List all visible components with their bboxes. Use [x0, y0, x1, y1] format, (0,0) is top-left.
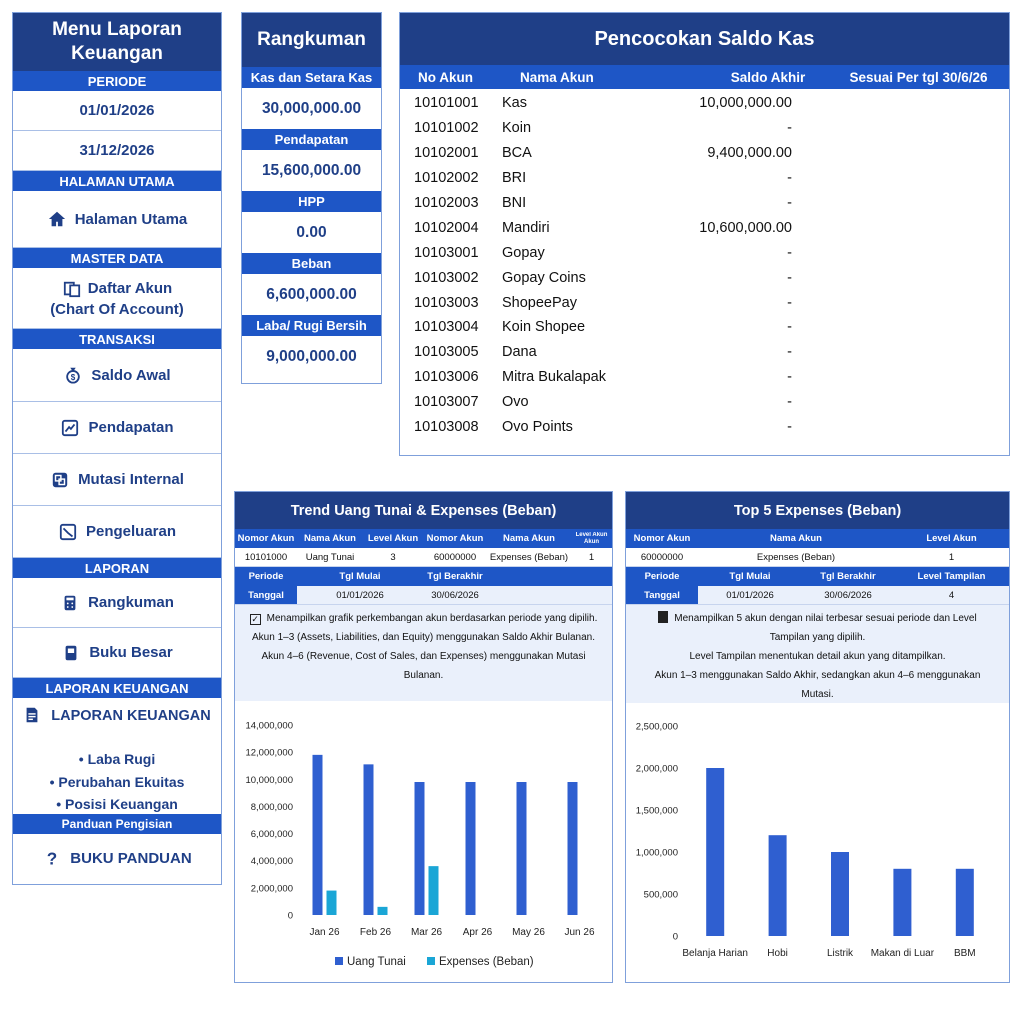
- bar-expenses-beban-: [378, 907, 388, 915]
- recon-cell-name: Dana: [502, 344, 537, 361]
- y-tick-label: 6,000,000: [250, 829, 293, 841]
- start-date-field[interactable]: 01/01/2026: [13, 91, 221, 131]
- recon-row: [400, 265, 1009, 290]
- expense-icon: [58, 522, 78, 542]
- panduan-header: Panduan Pengisian: [13, 814, 221, 834]
- report-small-icon: [658, 611, 668, 623]
- recon-cell-name: ShopeePay: [502, 294, 577, 311]
- recon-cell-saldo: -: [787, 344, 792, 361]
- calculator-icon: [60, 593, 80, 613]
- col-saldo-akhir: Saldo Akhir: [730, 69, 806, 85]
- trend-h-nama2: Nama Akun: [503, 533, 555, 544]
- y-tick-label: 4,000,000: [250, 856, 293, 868]
- laba-rugi-value: 9,000,000.00: [266, 347, 357, 365]
- recon-row: [400, 290, 1009, 315]
- top5-account-header: [626, 529, 1009, 548]
- halaman-utama-header: HALAMAN UTAMA: [13, 171, 221, 191]
- top5-bar-chart: [626, 701, 1009, 983]
- recon-cell-name: BCA: [502, 145, 532, 162]
- trend-v-nama: Uang Tunai: [305, 551, 355, 563]
- top5-v-tgl-akhir[interactable]: 30/06/2026: [824, 589, 872, 601]
- trend-period-values: [235, 586, 612, 605]
- pengeluaran-label: Pengeluaran: [85, 523, 177, 540]
- recon-cell-no: 10103006: [414, 369, 479, 386]
- recon-row: [400, 166, 1009, 191]
- summary-title: Rangkuman: [242, 13, 381, 67]
- top5-h-nama: Nama Akun: [770, 533, 822, 544]
- top5-desc-line-4: Akun 1–3 menggunakan Saldo Akhir, sedangkan akun 4–6 menggunakan: [654, 670, 981, 681]
- trend-desc-line-3: Akun 4–6 (Revenue, Cost of Sales, dan Expenses) menggunakan Mutasi Bulanan.: [261, 651, 586, 681]
- laporan-keuangan-list: [13, 748, 221, 816]
- x-tick-label: Jun 26: [564, 927, 595, 938]
- trend-h-tgl-mulai: Tgl Mulai: [339, 571, 381, 582]
- trend-v-nomor[interactable]: 10101000: [244, 551, 288, 563]
- recon-cell-name: Ovo Points: [502, 419, 573, 436]
- top5-h-nomor: Nomor Akun: [633, 533, 691, 544]
- top5-title: Top 5 Expenses (Beban): [626, 492, 1009, 529]
- bar-value: [831, 852, 849, 936]
- transaksi-header: TRANSAKSI: [13, 329, 221, 349]
- ledger-icon: [61, 643, 81, 663]
- bar-uang-tunai: [364, 764, 374, 915]
- trend-account-values: [235, 548, 612, 567]
- recon-cell-saldo: -: [787, 394, 792, 411]
- daftar-akun-button[interactable]: [13, 268, 221, 329]
- trend-h-periode: Periode: [248, 571, 284, 582]
- recon-panel: [399, 12, 1010, 456]
- recon-cell-name: Koin: [502, 120, 532, 137]
- top5-desc-line-1: Menampilkan 5 akun dengan nilai terbesar sesuai periode dan Level: [674, 613, 977, 624]
- trend-v-level2[interactable]: 1: [588, 551, 595, 563]
- trend-v-tgl-akhir[interactable]: 30/06/2026: [431, 589, 479, 601]
- recon-cell-saldo: 10,600,000.00: [699, 219, 792, 236]
- recon-cell-name: BNI: [502, 195, 527, 211]
- recon-cell-no: 10102004: [414, 219, 479, 236]
- x-tick-label: BBM: [953, 948, 976, 959]
- trend-desc-line-2: Akun 1–3 (Assets, Liabilities, dan Equity) menggunakan Saldo Akhir Bulanan.: [252, 632, 595, 643]
- col-nama-akun: Nama Akun: [520, 69, 594, 85]
- recon-cell-name: BRI: [502, 170, 527, 187]
- recon-cell-no: 10103007: [414, 394, 479, 411]
- recon-cell-no: 10103001: [414, 244, 479, 261]
- rangkuman-button[interactable]: [13, 578, 221, 628]
- recon-cell-no: 10102001: [414, 145, 479, 162]
- laba-rugi-label: Laba/ Rugi Bersih: [242, 315, 381, 336]
- bar-value: [769, 835, 787, 936]
- trend-description: [235, 605, 612, 701]
- recon-row: [400, 390, 1009, 415]
- top5-period-values: [626, 586, 1009, 605]
- col-sesuai: Sesuai Per tgl 30/6/26: [849, 69, 988, 85]
- x-tick-label: Jan 26: [309, 927, 340, 938]
- money-bag-icon: [63, 365, 83, 385]
- recon-cell-no: 10103008: [414, 419, 479, 436]
- recon-cell-saldo: -: [787, 419, 792, 436]
- svg-text:$: $: [71, 372, 76, 382]
- pendapatan-sum-value: 15,600,000.00: [261, 161, 362, 179]
- laporan-keuangan-section: [13, 698, 221, 814]
- rangkuman-label: Rangkuman: [88, 594, 174, 611]
- legend-swatch: [427, 957, 435, 965]
- master-data-header: MASTER DATA: [13, 248, 221, 268]
- recon-cell-name: Ovo: [502, 394, 529, 411]
- halaman-utama-label: Halaman Utama: [74, 210, 188, 228]
- sidebar-title: Menu Laporan Keuangan: [13, 13, 221, 71]
- perubahan-ekuitas-link[interactable]: • Perubahan Ekuitas: [13, 771, 221, 794]
- top5-v-nomor[interactable]: 60000000: [640, 551, 684, 563]
- trend-v-tgl-mulai[interactable]: 01/01/2026: [336, 589, 384, 601]
- col-no-akun: No Akun: [418, 69, 473, 85]
- recon-cell-no: 10102002: [414, 170, 479, 187]
- top5-v-level[interactable]: 1: [948, 551, 955, 563]
- top5-desc-line-3: Level Tampilan menentukan detail akun yang ditampilkan.: [689, 651, 946, 662]
- sidebar-menu: [12, 12, 222, 885]
- x-tick-label: Apr 26: [462, 927, 493, 938]
- laporan-keuangan-label: LAPORAN KEUANGAN: [51, 708, 211, 724]
- bar-value: [893, 869, 911, 936]
- top5-v-tgl-mulai[interactable]: 01/01/2026: [726, 589, 774, 601]
- trend-title: Trend Uang Tunai & Expenses (Beban): [235, 492, 612, 529]
- home-icon: [47, 209, 67, 229]
- bar-value: [706, 768, 724, 936]
- recon-row: [400, 215, 1009, 240]
- recon-cell-saldo: -: [787, 269, 792, 286]
- recon-cell-no: 10101002: [414, 120, 479, 137]
- y-tick-label: 500,000: [643, 889, 678, 901]
- trend-v-level[interactable]: 3: [390, 551, 396, 563]
- recon-cell-no: 10103003: [414, 294, 479, 311]
- posisi-keuangan-link[interactable]: • Posisi Keuangan: [13, 793, 221, 816]
- recon-cell-no: 10102003: [414, 195, 479, 211]
- recon-cell-saldo: 9,400,000.00: [707, 145, 792, 162]
- trend-desc-line-1: Menampilkan grafik perkembangan akun berdasarkan periode yang dipilih.: [266, 613, 598, 624]
- recon-table-header: [400, 65, 1009, 89]
- top5-h-tgl-mulai: Tgl Mulai: [729, 571, 771, 582]
- recon-title: Pencocokan Saldo Kas: [400, 13, 1009, 65]
- mutasi-internal-button[interactable]: [13, 454, 221, 506]
- saldo-awal-label: Saldo Awal: [91, 366, 171, 384]
- buku-besar-label: Buku Besar: [89, 644, 173, 661]
- top5-account-values: [626, 548, 1009, 567]
- recon-row: [400, 116, 1009, 141]
- trend-h-tgl-akhir: Tgl Berakhir: [427, 571, 483, 582]
- y-tick-label: 12,000,000: [245, 747, 293, 759]
- halaman-utama-button[interactable]: [13, 191, 221, 248]
- bar-uang-tunai: [313, 755, 323, 915]
- summary-panel: [241, 12, 382, 384]
- beban-label: Beban: [242, 253, 381, 274]
- trend-account-header: [235, 529, 612, 548]
- top5-h-tgl-akhir: Tgl Berakhir: [820, 571, 876, 582]
- legend-label: Uang Tunai: [347, 956, 406, 968]
- trend-v-tanggal: Tanggal: [235, 586, 297, 604]
- x-tick-label: Makan di Luar: [870, 948, 935, 959]
- laporan-keuangan-header: LAPORAN KEUANGAN: [13, 678, 221, 698]
- buku-panduan-button[interactable]: [13, 834, 221, 882]
- top5-panel: [625, 491, 1010, 983]
- bar-value: [956, 869, 974, 936]
- top5-v-level-tampilan[interactable]: 4: [948, 589, 955, 601]
- end-date-field[interactable]: 31/12/2026: [13, 131, 221, 171]
- trend-h-level: Level Akun: [367, 533, 419, 544]
- top5-v-nama: Expenses (Beban): [756, 551, 836, 563]
- trend-v-nama2: Expenses (Beban): [489, 551, 569, 563]
- kas-value: 30,000,000.00: [261, 99, 362, 117]
- trend-panel: [234, 491, 613, 983]
- trend-h-nomor: Nomor Akun: [237, 533, 295, 544]
- beban-value: 6,600,000.00: [266, 285, 357, 303]
- recon-cell-saldo: -: [787, 244, 792, 261]
- trend-h-nomor2: Nomor Akun: [426, 533, 484, 544]
- top5-desc-line-5: Mutasi.: [801, 689, 834, 700]
- svg-text:?: ?: [47, 849, 58, 867]
- y-tick-label: 14,000,000: [245, 720, 293, 732]
- recon-table-body: [400, 89, 1009, 439]
- transfer-icon: [50, 470, 70, 490]
- x-tick-label: Mar 26: [410, 927, 443, 938]
- top5-h-periode: Periode: [644, 571, 680, 582]
- checkbox-icon: ✓: [251, 614, 259, 624]
- y-tick-label: 10,000,000: [245, 774, 293, 786]
- top5-desc-line-2: Tampilan yang dipilih.: [769, 632, 866, 643]
- buku-panduan-label: BUKU PANDUAN: [70, 849, 192, 867]
- pendapatan-button[interactable]: [13, 402, 221, 454]
- recon-row: [400, 340, 1009, 365]
- trend-h-nama: Nama Akun: [304, 533, 356, 544]
- laporan-keuangan-button[interactable]: [13, 704, 221, 728]
- trend-period-header: [235, 567, 612, 586]
- bar-expenses-beban-: [429, 866, 439, 915]
- bar-expenses-beban-: [327, 891, 337, 915]
- legend-swatch: [335, 957, 343, 965]
- recon-cell-name: Koin Shopee: [502, 319, 586, 336]
- pendapatan-label: Pendapatan: [88, 419, 174, 436]
- hpp-value: 0.00: [296, 223, 327, 241]
- daftar-akun-sublabel: (Chart Of Account): [50, 300, 184, 318]
- y-tick-label: 8,000,000: [250, 801, 293, 813]
- top5-v-tanggal: Tanggal: [626, 586, 698, 604]
- recon-cell-saldo: -: [787, 319, 792, 336]
- recon-cell-no: 10103002: [414, 269, 479, 286]
- y-tick-label: 2,500,000: [635, 721, 678, 733]
- recon-cell-no: 10101001: [414, 95, 479, 112]
- trend-h-level2: Level Akun Akun: [575, 531, 608, 545]
- pengeluaran-button[interactable]: [13, 506, 221, 558]
- y-tick-label: 2,000,000: [250, 883, 293, 895]
- y-tick-label: 1,500,000: [635, 805, 678, 817]
- recon-cell-saldo: -: [787, 195, 792, 211]
- recon-cell-name: Mitra Bukalapak: [502, 369, 606, 386]
- hpp-label: HPP: [242, 191, 381, 212]
- question-icon: [42, 848, 62, 868]
- recon-row: [400, 91, 1009, 116]
- kas-label: Kas dan Setara Kas: [242, 67, 381, 88]
- laba-rugi-link[interactable]: • Laba Rugi: [13, 748, 221, 771]
- x-tick-label: May 26: [512, 927, 545, 938]
- recon-cell-saldo: -: [787, 369, 792, 386]
- x-tick-label: Belanja Harian: [682, 948, 749, 959]
- recon-row: [400, 240, 1009, 265]
- recon-cell-saldo: -: [787, 120, 792, 137]
- recon-row: [400, 315, 1009, 340]
- top5-h-level: Level Akun: [926, 533, 977, 544]
- recon-cell-name: Kas: [502, 95, 527, 112]
- x-tick-label: Listrik: [826, 948, 854, 959]
- y-tick-label: 2,000,000: [635, 763, 678, 775]
- recon-cell-saldo: 10,000,000.00: [699, 95, 792, 112]
- trend-v-nomor2[interactable]: 60000000: [433, 551, 477, 563]
- top5-h-level-tampilan: Level Tampilan: [917, 571, 986, 582]
- buku-besar-button[interactable]: [13, 628, 221, 678]
- bar-uang-tunai: [466, 782, 476, 915]
- x-tick-label: Feb 26: [359, 927, 392, 938]
- recon-cell-saldo: -: [787, 294, 792, 311]
- recon-cell-no: 10103005: [414, 344, 479, 361]
- saldo-awal-button[interactable]: [13, 349, 221, 402]
- pendapatan-sum-label: Pendapatan: [242, 129, 381, 150]
- recon-cell-no: 10103004: [414, 319, 479, 336]
- top5-period-header: [626, 567, 1009, 586]
- laporan-header: LAPORAN: [13, 558, 221, 578]
- account-list-icon: [62, 279, 82, 299]
- trend-chart-icon: [60, 418, 80, 438]
- recon-row: [400, 191, 1009, 216]
- bar-uang-tunai: [568, 782, 578, 915]
- x-tick-label: Hobi: [767, 948, 788, 959]
- recon-row: [400, 365, 1009, 390]
- trend-bar-chart: [235, 701, 612, 983]
- mutasi-internal-label: Mutasi Internal: [78, 471, 184, 488]
- recon-row: [400, 415, 1009, 440]
- y-tick-label: 0: [672, 931, 678, 943]
- recon-cell-name: Mandiri: [502, 219, 550, 236]
- top5-description: [626, 605, 1009, 703]
- recon-cell-saldo: -: [787, 170, 792, 187]
- y-tick-label: 0: [287, 910, 293, 922]
- recon-cell-name: Gopay Coins: [502, 269, 586, 286]
- y-tick-label: 1,000,000: [635, 847, 678, 859]
- bar-uang-tunai: [415, 782, 425, 915]
- periode-header: PERIODE: [13, 71, 221, 91]
- legend-label: Expenses (Beban): [439, 956, 534, 968]
- report-icon: [23, 706, 43, 726]
- bar-uang-tunai: [517, 782, 527, 915]
- recon-cell-name: Gopay: [502, 244, 545, 261]
- daftar-akun-label: Daftar Akun: [87, 280, 173, 297]
- recon-row: [400, 141, 1009, 166]
